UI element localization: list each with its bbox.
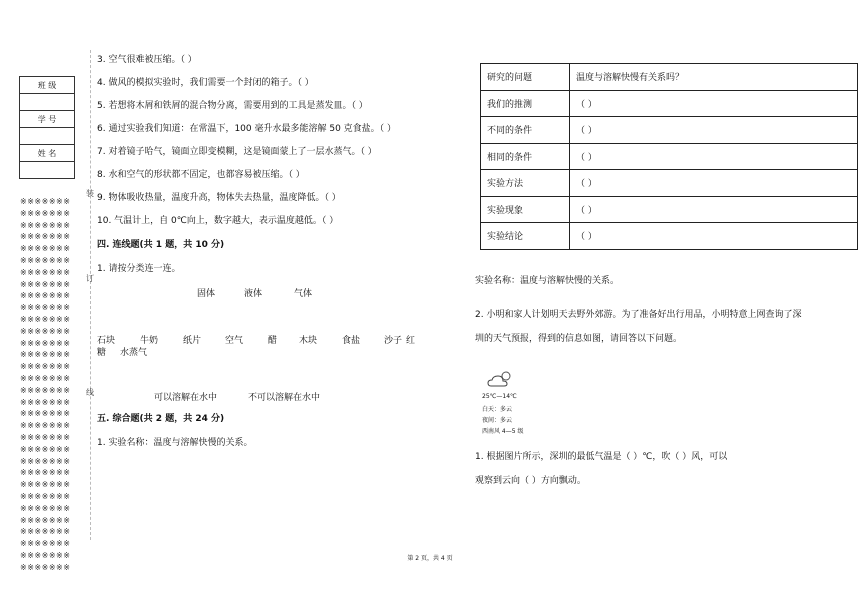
question-5: 5. 若想将木屑和铁屑的混合物分离，需要用到的工具是蒸发皿。（ ） [97, 101, 368, 111]
row-label-question: 研究的问题 [481, 64, 570, 91]
star-row: ※※※※※※※ [20, 421, 71, 431]
weather-temp: 25℃—14℃ [482, 393, 517, 400]
state-gas: 气体 [294, 289, 313, 299]
binding-mark-1: 装 [86, 189, 94, 198]
item-paper: 纸片 [183, 336, 202, 346]
star-row: ※※※※※※※ [20, 350, 71, 360]
row-label-conclusion: 实验结论 [481, 223, 570, 250]
question-7: 7. 对着镜子哈气，镜面立即变模糊，这是镜面蒙上了一层水蒸气。（ ） [97, 147, 377, 157]
row-label-method: 实验方法 [481, 170, 570, 197]
decorative-stars [20, 196, 84, 574]
star-row: ※※※※※※※ [20, 397, 71, 407]
question-3: 3. 空气很难被压缩。（ ） [97, 55, 197, 65]
row-value-conclusion[interactable]: （ ） [570, 223, 858, 250]
binding-mark-3: 线 [86, 388, 94, 397]
star-row: ※※※※※※※ [20, 220, 71, 230]
experiment-name: 实验名称：温度与溶解快慢的关系。 [475, 276, 620, 286]
item-air: 空气 [225, 336, 244, 346]
star-row: ※※※※※※※ [20, 291, 71, 301]
sub-question-1-line-1: 1. 根据图片所示，深圳的最低气温是（ ）℃，吹（ ）风，可以 [475, 452, 728, 462]
insoluble-label: 不可以溶解在水中 [248, 393, 321, 403]
row-label-phenomenon: 实验现象 [481, 196, 570, 223]
star-row: ※※※※※※※ [20, 480, 71, 490]
number-label: 学 号 [20, 111, 75, 128]
question-6: 6. 通过实验我们知道：在常温下，100 毫升水最多能溶解 50 克食盐。（ ） [97, 124, 397, 134]
item-sand: 沙子 [384, 336, 403, 346]
weather-night: 夜间：多云 [482, 417, 513, 424]
sub-question-1-line-2: 观察到云向（ ）方向飘动。 [475, 476, 586, 486]
experiment-table [480, 63, 858, 250]
name-field[interactable] [20, 162, 75, 179]
star-row: ※※※※※※※ [20, 444, 71, 454]
section-4-q1: 1. 请按分类连一连。 [97, 264, 181, 274]
star-row: ※※※※※※※ [20, 244, 71, 254]
binding-line [90, 50, 91, 540]
item-salt: 食盐 [342, 336, 361, 346]
question-4: 4. 做风的模拟实验时，我们需要一个封闭的箱子。（ ） [97, 78, 314, 88]
star-row: ※※※※※※※ [20, 255, 71, 265]
section-5-title: 五. 综合题(共 2 题，共 24 分) [97, 414, 225, 424]
soluble-label: 可以溶解在水中 [154, 393, 218, 403]
star-row: ※※※※※※※ [20, 562, 71, 572]
star-row: ※※※※※※※ [20, 362, 71, 372]
question-9: 9. 物体吸收热量，温度升高，物体失去热量，温度降低。（ ） [97, 193, 341, 203]
row-value-method[interactable]: （ ） [570, 170, 858, 197]
cloudy-icon [486, 370, 516, 388]
number-field[interactable] [20, 128, 75, 145]
star-row: ※※※※※※※ [20, 503, 71, 513]
star-row: ※※※※※※※ [20, 314, 71, 324]
row-value-diff[interactable]: （ ） [570, 117, 858, 144]
star-row: ※※※※※※※ [20, 338, 71, 348]
class-label: 班 级 [20, 77, 75, 94]
item-vinegar: 醋 [268, 336, 278, 346]
star-row: ※※※※※※※ [20, 303, 71, 313]
star-row: ※※※※※※※ [20, 208, 71, 218]
item-stone: 石块 [97, 336, 116, 346]
star-row: ※※※※※※※ [20, 373, 71, 383]
star-row: ※※※※※※※ [20, 232, 71, 242]
star-row: ※※※※※※※ [20, 491, 71, 501]
row-label-diff: 不同的条件 [481, 117, 570, 144]
class-field[interactable] [20, 94, 75, 111]
star-row: ※※※※※※※ [20, 409, 71, 419]
weather-wind: 西南风 4—5 级 [482, 428, 524, 435]
page-footer: 第 2 页，共 4 页 [407, 555, 453, 562]
question-2-line-2: 圳的天气预报，得到的信息如图，请回答以下问题。 [475, 334, 683, 344]
row-label-guess: 我们的推测 [481, 90, 570, 117]
row-value-guess[interactable]: （ ） [570, 90, 858, 117]
binding-mark-2: 订 [86, 274, 94, 283]
state-liquid: 液体 [244, 289, 263, 299]
row-value-question: 温度与溶解快慢有关系吗？ [570, 64, 858, 91]
row-value-same[interactable]: （ ） [570, 143, 858, 170]
question-8: 8. 水和空气的形状都不固定，也都容易被压缩。（ ） [97, 170, 305, 180]
star-row: ※※※※※※※ [20, 267, 71, 277]
item-steam: 水蒸气 [120, 348, 148, 358]
item-red: 红 [406, 336, 416, 346]
question-10: 10. 气温计上，自 0℃向上，数字越大，表示温度越低。（ ） [97, 216, 339, 226]
item-sugar: 糖 [97, 348, 107, 358]
star-row: ※※※※※※※ [20, 197, 71, 206]
question-2-line-1: 2. 小明和家人计划明天去野外郊游。为了准备好出行用品，小明特意上网查询了深 [475, 310, 802, 320]
section-5-q1: 1. 实验名称：温度与溶解快慢的关系。 [97, 438, 253, 448]
row-value-phenomenon[interactable]: （ ） [570, 196, 858, 223]
star-row: ※※※※※※※ [20, 279, 71, 289]
star-row: ※※※※※※※ [20, 527, 71, 537]
student-info-table [19, 76, 75, 179]
section-4-title: 四. 连线题(共 1 题，共 10 分) [97, 240, 225, 250]
star-row: ※※※※※※※ [20, 326, 71, 336]
item-milk: 牛奶 [140, 336, 159, 346]
star-row: ※※※※※※※ [20, 468, 71, 478]
state-solid: 固体 [197, 289, 216, 299]
star-row: ※※※※※※※ [20, 432, 71, 442]
weather-day: 白天：多云 [482, 406, 513, 413]
star-row: ※※※※※※※ [20, 539, 71, 549]
star-row: ※※※※※※※ [20, 550, 71, 560]
star-row: ※※※※※※※ [20, 385, 71, 395]
item-wood: 木块 [299, 336, 318, 346]
star-row: ※※※※※※※ [20, 515, 71, 525]
name-label: 姓 名 [20, 145, 75, 162]
row-label-same: 相同的条件 [481, 143, 570, 170]
star-row: ※※※※※※※ [20, 456, 71, 466]
